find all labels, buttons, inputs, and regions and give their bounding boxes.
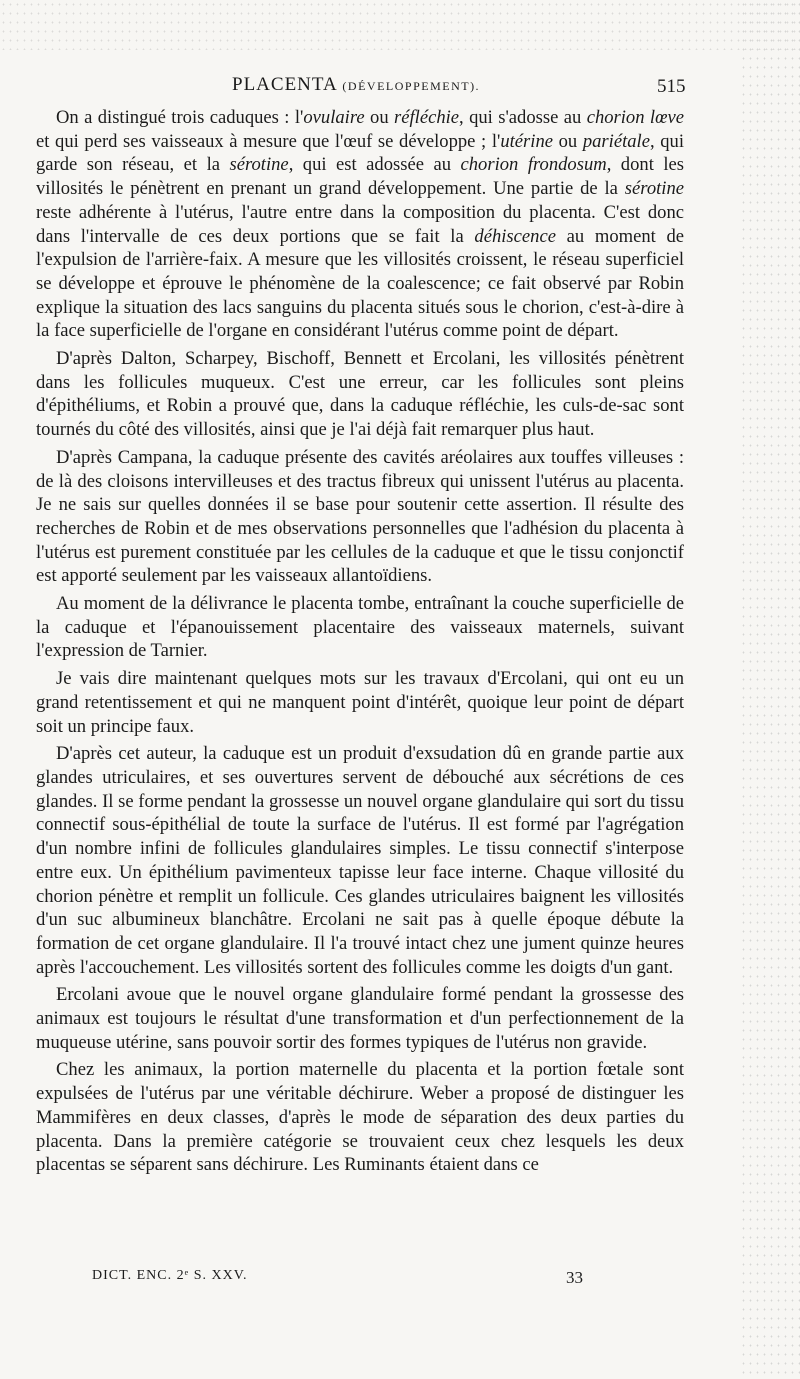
text-run: au moment de l'expulsion de l'arrière-faix. A mesure que les villosités croissent, le réseau superficiel se développe et éprouve le phénomène de la coalescence; ce fait observé par Robin explique la situation des lacs sanguins du placenta situés sous le chorion, c'est-à-dire à la face superficielle de l'organe en considérant l'utérus comme point de départ.	[36, 225, 685, 342]
paragraph	[36, 1058, 684, 1177]
italic-term: ovulaire	[303, 107, 365, 128]
paragraph	[36, 446, 684, 588]
text-run: et qui perd ses vaisseaux à mesure que l'œuf se développe ; l'	[36, 130, 501, 152]
footer-signature: DICT. ENC. 2ᵉ S. XXV.	[92, 1268, 248, 1283]
text-run: D'après Campana, la caduque présente des cavités aréolaires aux touffes villeuses : de là des cloisons intervilleuses et des tractus fibreux qui unissent l'utérus au placenta. Je ne sais sur quelles données il se base pour soutenir cette assertion. Il résulte des recherches de Robin et de mes observations personnelles que l'adhésion du placenta à l'utérus est purement constituée par les cellules de la caduque et que le tissu conjonctif est apporté seulement par les vaisseaux allantoïdiens.	[36, 446, 684, 587]
text-run: Au moment de la délivrance le placenta tombe, entraînant la couche superficielle de la caduque et l'épanouissement placentaire des vaisseaux maternels, suivant l'expression de Tarnier.	[36, 593, 684, 662]
text-run: , dont les villosités le pénètrent en prenant un grand développement. Une partie de la	[36, 154, 684, 200]
text-run: , qui s'adosse au	[459, 107, 587, 128]
text-run: reste adhérente à l'utérus, l'autre entre dans la composition du placenta. C'est donc dans l'intervalle de ces deux portions que se fait la	[36, 201, 684, 247]
paragraph	[36, 983, 684, 1054]
text-run: , qui est adossée au	[288, 154, 461, 176]
page-number: 515	[657, 76, 686, 97]
italic-term: sérotine	[229, 154, 289, 176]
page-top-noise	[0, 0, 800, 50]
text-run: Ercolani avoue que le nouvel organe glandulaire formé pendant la grossesse des animaux est toujours le résultat d'une transformation et d'un perfectionnement de la muqueuse utérine, sans pouvoir sortir des formes typiques de l'utérus non gravide.	[36, 984, 684, 1053]
running-head-title: PLACENTA	[232, 74, 337, 95]
text-run: Chez les animaux, la portion maternelle du placenta et la portion fœtale sont expulsées de l'utérus par une véritable déchirure. Weber a proposé de distinguer les Mammifères en deux classes, d'après le mode de séparation des deux parties du placenta. Dans la première catégorie se trouvaient ceux chez lesquels les deux placentas se séparent sans déchirure. Les Ruminants étaient dans ce	[36, 1059, 684, 1176]
text-run: On a distingué trois caduques : l'	[56, 107, 304, 128]
italic-term: réfléchie	[394, 107, 460, 128]
italic-term: sérotine	[624, 178, 684, 200]
running-head	[232, 74, 480, 96]
text-run: ou	[553, 130, 583, 152]
paragraph	[36, 106, 684, 343]
paragraph	[36, 742, 684, 979]
italic-term: déhiscence	[474, 225, 556, 247]
paragraph	[36, 347, 684, 442]
body-text	[36, 106, 684, 1181]
italic-term: chorion frondosum	[460, 154, 607, 176]
italic-term: pariétale	[582, 130, 650, 152]
paragraph	[36, 592, 684, 663]
text-run: ou	[364, 107, 394, 128]
page-edge-noise	[740, 0, 800, 1379]
italic-term: utérine	[500, 130, 554, 152]
footer-sheet-number: 33	[566, 1268, 583, 1287]
text-run: , qui garde son réseau, et la	[36, 130, 684, 176]
running-head-subtitle: (DÉVELOPPEMENT).	[342, 79, 481, 93]
text-run: D'après Dalton, Scharpey, Bischoff, Bennett et Ercolani, les villosités pénètrent dans les follicules muqueux. C'est une erreur, car les follicules sont pleins d'épithéliums, et Robin a prouvé que, dans la caduque réfléchie, les culs-de-sac sont tournés du côté des villosités, ainsi que je l'ai déjà fait remarquer plus haut.	[36, 348, 684, 441]
text-run: D'après cet auteur, la caduque est un produit d'exsudation dû en grande partie aux glandes utriculaires, et ses ouvertures servent de débouché aux sécrétions de ces glandes. Il se forme pendant la grossesse un nouvel organe glandulaire qui sort du tissu connectif sous-épithélial de toute la surface de l'utérus. Il est formé par l'agrégation d'un nombre infini de follicules glandulaires simples. Le tissu connectif s'interpose entre eux. Un épithélium pavimenteux tapisse leur face interne. Chaque villosité du chorion pénètre et remplit un follicule. Ces glandes utriculaires baignent les villosités d'un suc albumineux blanchâtre. Ercolani ne sait pas à quelle époque débute la formation de cet organe glandulaire. Il l'a trouvé intact chez une jument quinze heures après l'accouchement. Les villosités sortent des follicules comme les doigts d'un gant.	[36, 743, 684, 978]
italic-term: chorion lœve	[586, 107, 684, 128]
paragraph	[36, 667, 684, 738]
text-run: Je vais dire maintenant quelques mots sur les travaux d'Ercolani, qui ont eu un grand retentissement et qui ne manquent point d'intérêt, quoique leur point de départ soit un principe faux.	[36, 668, 684, 737]
